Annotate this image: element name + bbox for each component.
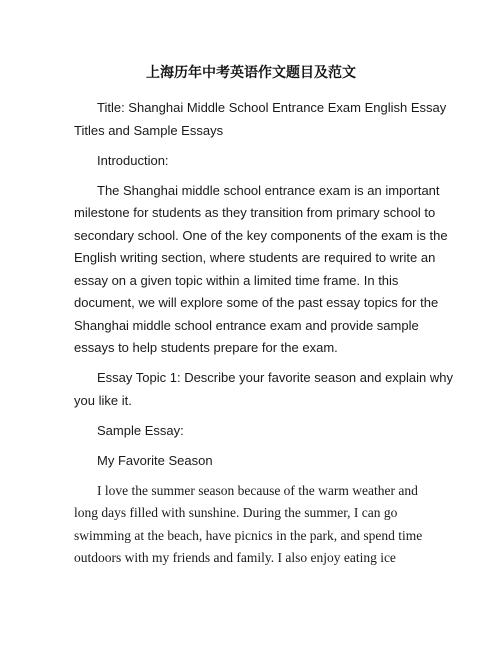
text-line: English writing section, where students are required to write an	[74, 250, 436, 265]
text-line: swimming at the beach, have picnics in the park, and spend time	[74, 527, 423, 543]
text-line: Sample Essay:	[97, 422, 184, 438]
text-line: outdoors with my friends and family. I also enjoy eating ice	[74, 550, 396, 565]
paragraph-essay-heading	[74, 450, 446, 473]
text-line: essay on a given topic within a limited time frame. In this	[74, 272, 399, 288]
text-line: Essay Topic 1: Describe your favorite season and explain why	[97, 370, 454, 385]
text-line: Titles and Sample Essays	[74, 122, 224, 138]
text-line: you like it.	[74, 392, 132, 408]
text-line: The Shanghai middle school entrance exam is an important	[97, 182, 440, 198]
text-line: My Favorite Season	[97, 452, 213, 468]
text-line: I love the summer season because of the warm weather and	[97, 482, 418, 498]
document-body	[74, 97, 454, 577]
text-line: Title: Shanghai Middle School Entrance Exam English Essay	[97, 100, 447, 115]
paragraph-essay-body	[74, 480, 446, 570]
text-line: milestone for students as they transition from primary school to	[74, 205, 436, 220]
document-title: 上海历年中考英语作文题目及范文	[146, 65, 356, 81]
text-line: secondary school. One of the key components of the exam is the	[74, 227, 448, 243]
paragraph-introduction-heading	[74, 150, 446, 173]
text-line: Introduction:	[97, 152, 169, 168]
text-line: long days filled with sunshine. During the summer, I can go	[74, 505, 398, 520]
paragraph-introduction-body	[74, 180, 446, 360]
text-line: Shanghai middle school entrance exam and provide sample	[74, 317, 419, 333]
paragraph-sample-essay-heading	[74, 420, 446, 443]
paragraph-essay-topic-1	[74, 367, 454, 412]
text-line: essays to help students prepare for the exam.	[74, 340, 338, 355]
paragraph-essay-title	[74, 97, 446, 142]
text-line: document, we will explore some of the past essay topics for the	[74, 295, 439, 310]
